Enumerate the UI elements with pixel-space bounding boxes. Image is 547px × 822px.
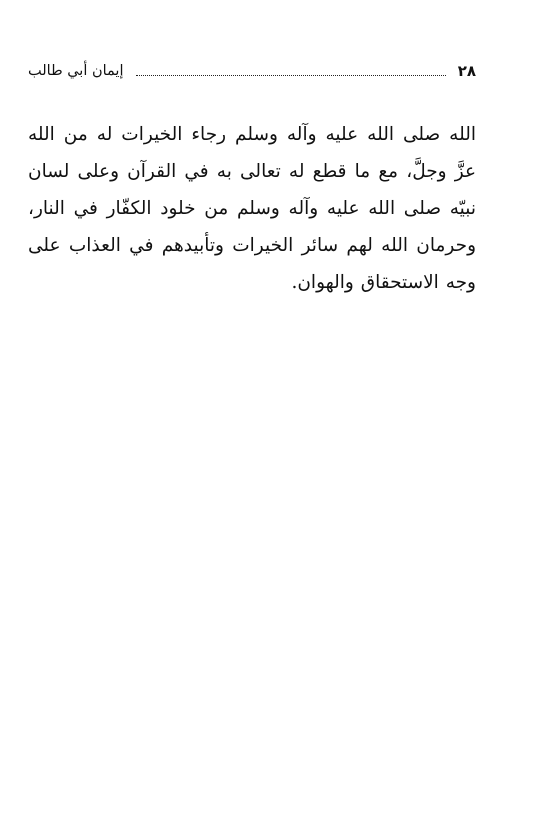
book-title: إيمان أبي طالب <box>28 63 124 79</box>
body-text <box>28 116 476 301</box>
leader-dots <box>136 75 446 76</box>
page-number: ٢٨ <box>457 62 476 80</box>
running-header <box>28 58 476 84</box>
paragraph: الله صلى الله عليه وآله وسلم رجاء الخيرات له من الله عزَّ وجلَّ، مع ما قطع له تعالى به في القرآن وعلى لسان نبيّه صلى الله عليه وآله وسلم من خلود الكفّار في النار، وحرمان الله لهم سائر الخيرات وتأبيدهم في العذاب على وجه الاستحقاق والهوان. <box>28 124 476 293</box>
